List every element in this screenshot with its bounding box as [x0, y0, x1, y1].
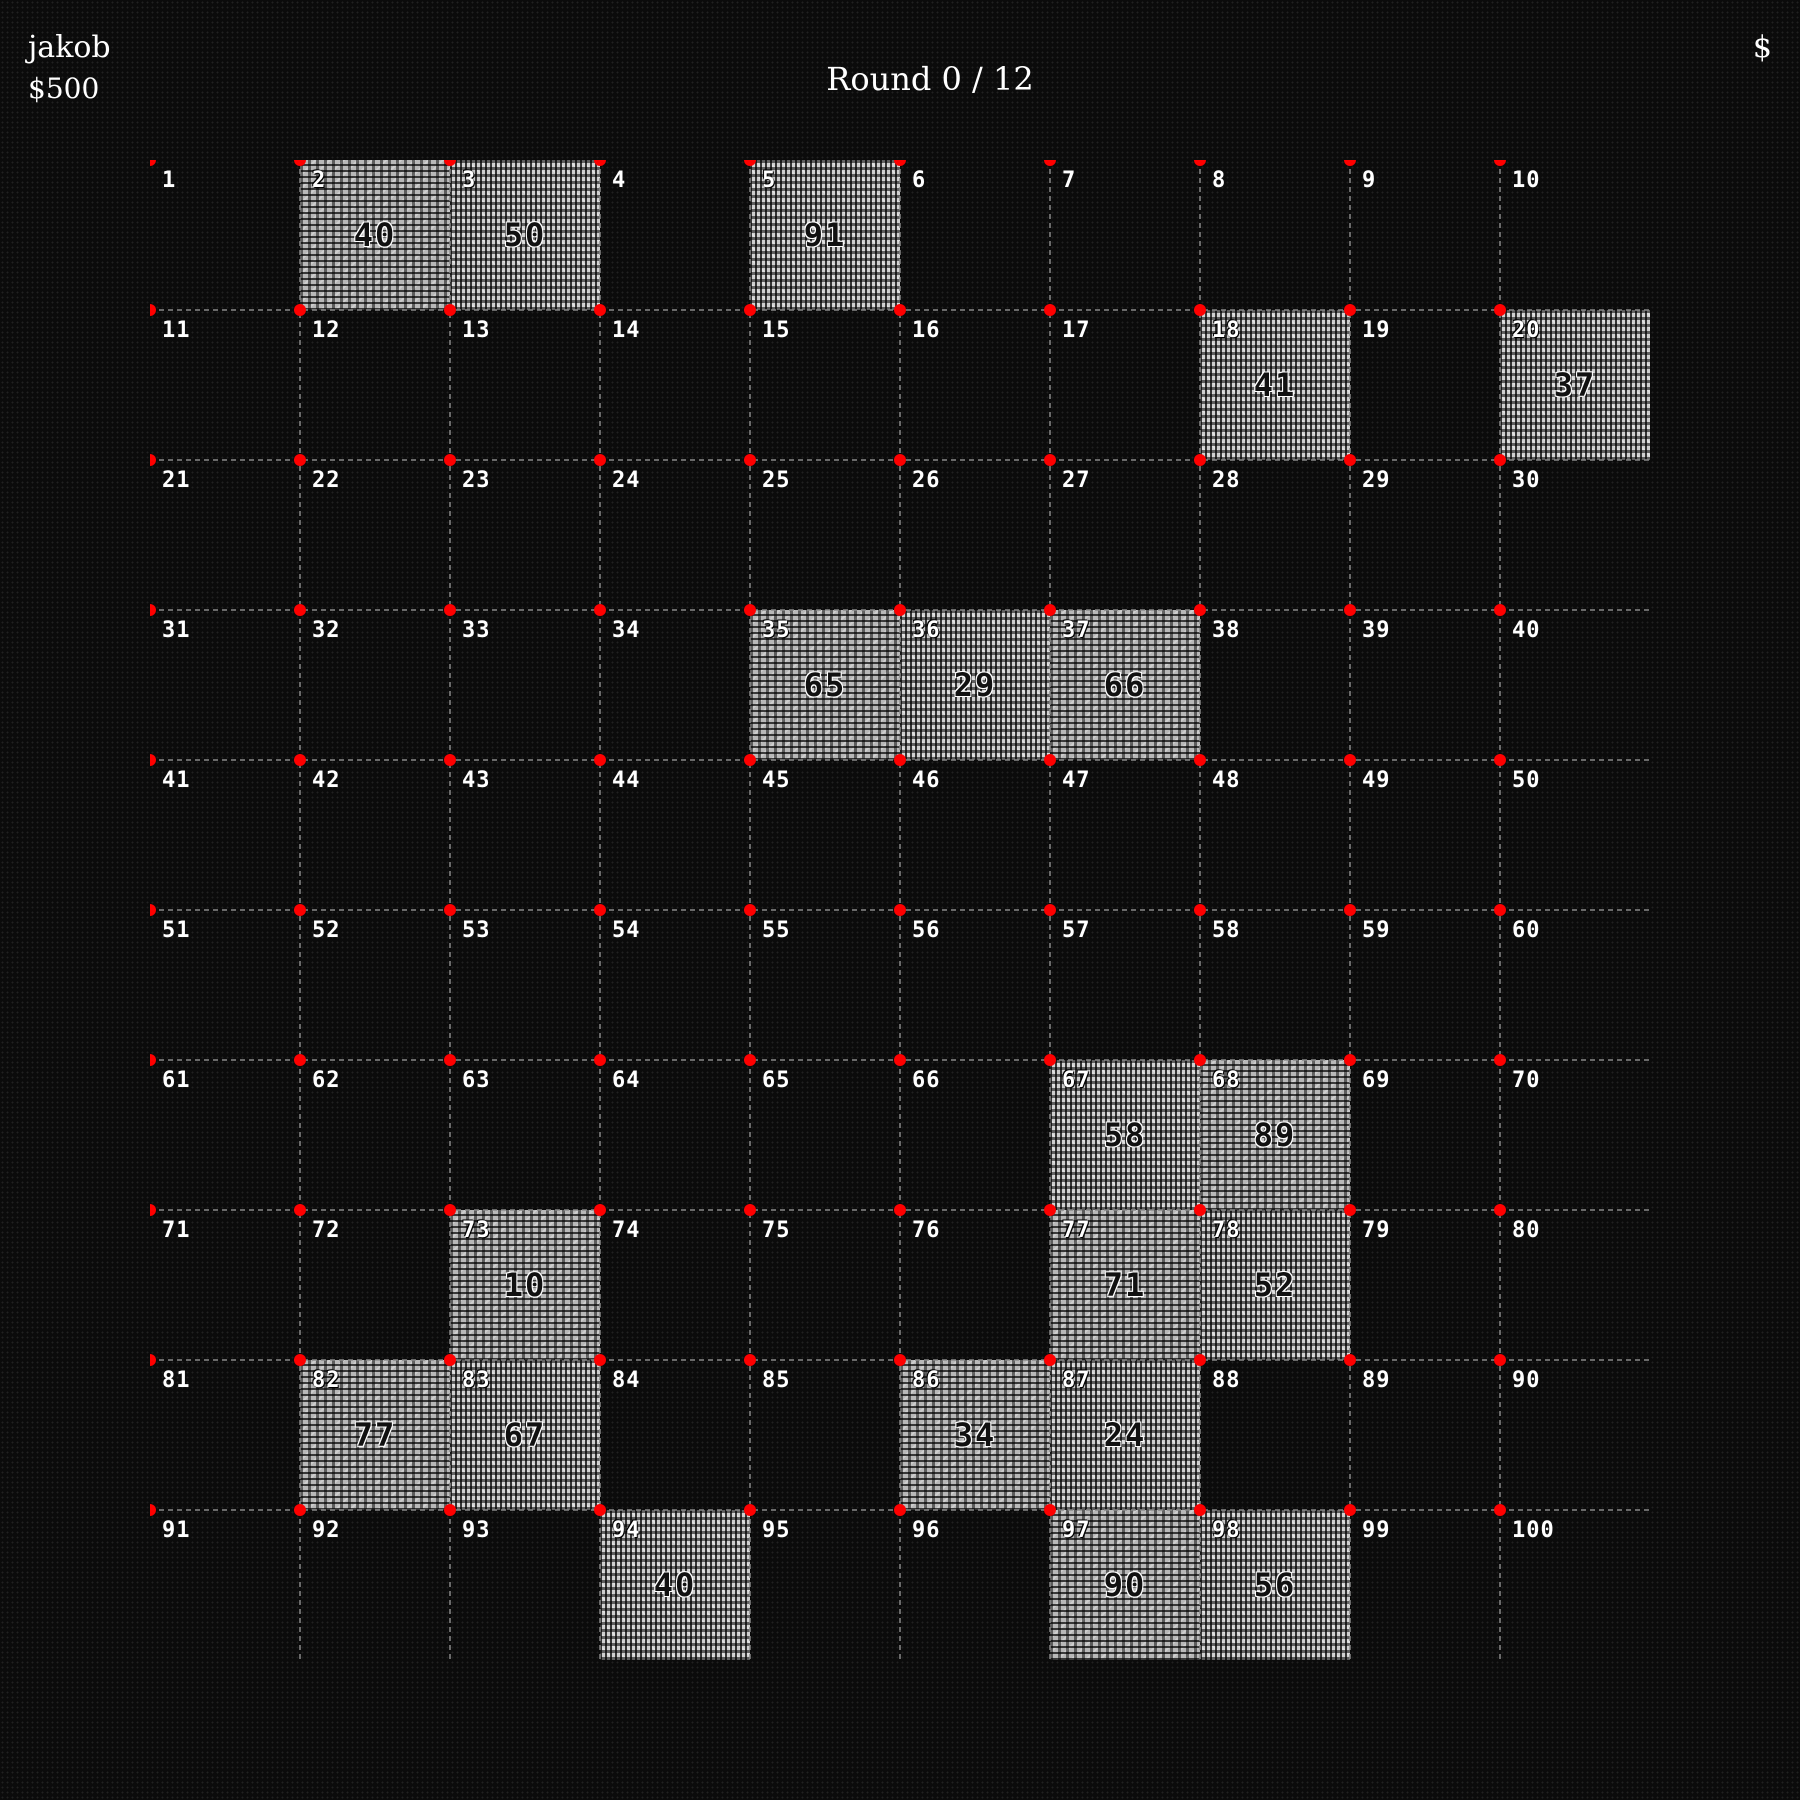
board-cell-31[interactable] [150, 610, 300, 760]
board-cell-98[interactable] [1200, 1510, 1350, 1660]
board-cell-100[interactable] [1500, 1510, 1650, 1660]
board-cell-29[interactable] [1350, 460, 1500, 610]
cell-number: 100 [1512, 1518, 1555, 1543]
board-cell-6[interactable] [900, 160, 1050, 310]
board-cell-53[interactable] [450, 910, 600, 1060]
board-cell-25[interactable] [750, 460, 900, 610]
cell-number: 14 [612, 318, 641, 343]
board-cell-79[interactable] [1350, 1210, 1500, 1360]
board-cell-5[interactable] [750, 160, 900, 310]
cell-value: 90 [1103, 1566, 1147, 1604]
board-cell-7[interactable] [1050, 160, 1200, 310]
board-cell-73[interactable] [450, 1210, 600, 1360]
board-cell-87[interactable] [1050, 1360, 1200, 1510]
board-cell-14[interactable] [600, 310, 750, 460]
cell-value: 40 [353, 216, 397, 254]
cell-number: 19 [1362, 318, 1391, 343]
cell-number: 2 [312, 168, 327, 193]
board-cell-77[interactable] [1050, 1210, 1200, 1360]
board-cell-18[interactable] [1200, 310, 1350, 460]
cell-number: 87 [1062, 1368, 1091, 1393]
cell-number: 93 [462, 1518, 491, 1543]
cell-value: 40 [653, 1566, 697, 1604]
board-cell-81[interactable] [150, 1360, 300, 1510]
board-cell-52[interactable] [300, 910, 450, 1060]
board-cell-80[interactable] [1500, 1210, 1650, 1360]
cell-number: 85 [762, 1368, 791, 1393]
cell-value: 37 [1553, 366, 1597, 404]
cell-number: 23 [462, 468, 491, 493]
board-cell-49[interactable] [1350, 760, 1500, 910]
cell-number: 9 [1362, 168, 1377, 193]
board-cell-47[interactable] [1050, 760, 1200, 910]
board-cell-32[interactable] [300, 610, 450, 760]
cell-number: 86 [912, 1368, 941, 1393]
board-cell-42[interactable] [300, 760, 450, 910]
board-cell-60[interactable] [1500, 910, 1650, 1060]
board-cell-84[interactable] [600, 1360, 750, 1510]
player-name: jakob [28, 30, 111, 65]
cell-number: 97 [1062, 1518, 1091, 1543]
cell-number: 78 [1212, 1218, 1241, 1243]
cell-number: 75 [762, 1218, 791, 1243]
cell-number: 41 [162, 768, 191, 793]
board-cell-72[interactable] [300, 1210, 450, 1360]
cell-number: 27 [1062, 468, 1091, 493]
cell-number: 66 [912, 1068, 941, 1093]
cell-value: 77 [353, 1416, 397, 1454]
cell-number: 1 [162, 168, 177, 193]
cell-number: 43 [462, 768, 491, 793]
cell-number: 99 [1362, 1518, 1391, 1543]
board-cell-41[interactable] [150, 760, 300, 910]
board-cell-16[interactable] [900, 310, 1050, 460]
cell-value: 58 [1103, 1116, 1147, 1154]
cell-value: 89 [1253, 1116, 1297, 1154]
cell-number: 4 [612, 168, 627, 193]
board-cell-71[interactable] [150, 1210, 300, 1360]
cell-value: 52 [1253, 1266, 1297, 1304]
board-cell-92[interactable] [300, 1510, 450, 1660]
board-cell-12[interactable] [300, 310, 450, 460]
cell-number: 33 [462, 618, 491, 643]
player-money: $500 [28, 72, 100, 105]
cell-number: 44 [612, 768, 641, 793]
board-cell-61[interactable] [150, 1060, 300, 1210]
cell-number: 6 [912, 168, 927, 193]
cell-number: 79 [1362, 1218, 1391, 1243]
board-cell-45[interactable] [750, 760, 900, 910]
currency-button[interactable]: $ [1752, 30, 1772, 65]
board-cell-63[interactable] [450, 1060, 600, 1210]
cell-number: 51 [162, 918, 191, 943]
board-cell-65[interactable] [750, 1060, 900, 1210]
board-cell-95[interactable] [750, 1510, 900, 1660]
cell-number: 39 [1362, 618, 1391, 643]
cell-number: 67 [1062, 1068, 1091, 1093]
cell-number: 32 [312, 618, 341, 643]
cell-number: 20 [1512, 318, 1541, 343]
cell-number: 36 [912, 618, 941, 643]
cell-number: 88 [1212, 1368, 1241, 1393]
cell-number: 73 [462, 1218, 491, 1243]
board-cell-62[interactable] [300, 1060, 450, 1210]
board-cell-35[interactable] [750, 610, 900, 760]
board-cell-64[interactable] [600, 1060, 750, 1210]
cell-number: 24 [612, 468, 641, 493]
board-cell-46[interactable] [900, 760, 1050, 910]
board-cell-22[interactable] [300, 460, 450, 610]
board-cell-44[interactable] [600, 760, 750, 910]
cell-number: 52 [312, 918, 341, 943]
cell-number: 91 [162, 1518, 191, 1543]
cell-number: 15 [762, 318, 791, 343]
board-cell-68[interactable] [1200, 1060, 1350, 1210]
round-indicator: Round 0 / 12 [826, 60, 1034, 98]
board-cell-51[interactable] [150, 910, 300, 1060]
cell-number: 13 [462, 318, 491, 343]
cell-number: 58 [1212, 918, 1241, 943]
cell-number: 92 [312, 1518, 341, 1543]
cell-number: 26 [912, 468, 941, 493]
board-cell-86[interactable] [900, 1360, 1050, 1510]
cell-number: 42 [312, 768, 341, 793]
board-cell-11[interactable] [150, 310, 300, 460]
board-cell-56[interactable] [900, 910, 1050, 1060]
cell-number: 53 [462, 918, 491, 943]
board-cell-50[interactable] [1500, 760, 1650, 910]
board-cell-82[interactable] [300, 1360, 450, 1510]
board-cell-54[interactable] [600, 910, 750, 1060]
cell-number: 70 [1512, 1068, 1541, 1093]
cell-number: 18 [1212, 318, 1241, 343]
cell-number: 46 [912, 768, 941, 793]
board-cell-91[interactable] [150, 1510, 300, 1660]
cell-number: 48 [1212, 768, 1241, 793]
cell-number: 82 [312, 1368, 341, 1393]
cell-number: 3 [462, 168, 477, 193]
board-cell-8[interactable] [1200, 160, 1350, 310]
cell-number: 10 [1512, 168, 1541, 193]
cell-number: 59 [1362, 918, 1391, 943]
board-cell-75[interactable] [750, 1210, 900, 1360]
board-cell-3[interactable] [450, 160, 600, 310]
board-cell-74[interactable] [600, 1210, 750, 1360]
board-cell-78[interactable] [1200, 1210, 1350, 1360]
board-cell-58[interactable] [1200, 910, 1350, 1060]
board-cell-96[interactable] [900, 1510, 1050, 1660]
cell-value: 29 [953, 666, 997, 704]
cell-number: 5 [762, 168, 777, 193]
board-cell-24[interactable] [600, 460, 750, 610]
cell-number: 65 [762, 1068, 791, 1093]
cell-number: 28 [1212, 468, 1241, 493]
cell-number: 11 [162, 318, 191, 343]
board-cell-88[interactable] [1200, 1360, 1350, 1510]
board-cell-2[interactable] [300, 160, 450, 310]
board-cell-34[interactable] [600, 610, 750, 760]
cell-value: 71 [1103, 1266, 1147, 1304]
board-cell-28[interactable] [1200, 460, 1350, 610]
cell-number: 37 [1062, 618, 1091, 643]
cell-number: 17 [1062, 318, 1091, 343]
cell-number: 94 [612, 1518, 641, 1543]
board-cell-17[interactable] [1050, 310, 1200, 460]
board-cell-48[interactable] [1200, 760, 1350, 910]
cell-number: 62 [312, 1068, 341, 1093]
board-cell-66[interactable] [900, 1060, 1050, 1210]
cell-number: 84 [612, 1368, 641, 1393]
cell-number: 57 [1062, 918, 1091, 943]
cell-number: 90 [1512, 1368, 1541, 1393]
cell-value: 65 [803, 666, 847, 704]
cell-number: 49 [1362, 768, 1391, 793]
board-cell-90[interactable] [1500, 1360, 1650, 1510]
cell-value: 34 [953, 1416, 997, 1454]
cell-number: 69 [1362, 1068, 1391, 1093]
board-cell-33[interactable] [450, 610, 600, 760]
cell-number: 64 [612, 1068, 641, 1093]
cell-number: 83 [462, 1368, 491, 1393]
board-cell-9[interactable] [1350, 160, 1500, 310]
board-cell-69[interactable] [1350, 1060, 1500, 1210]
board-cell-26[interactable] [900, 460, 1050, 610]
game-board [150, 160, 1650, 1660]
cell-number: 89 [1362, 1368, 1391, 1393]
cell-value: 10 [503, 1266, 547, 1304]
board-cell-23[interactable] [450, 460, 600, 610]
board-cell-67[interactable] [1050, 1060, 1200, 1210]
cell-number: 98 [1212, 1518, 1241, 1543]
cell-number: 16 [912, 318, 941, 343]
board-cell-13[interactable] [450, 310, 600, 460]
board-cell-94[interactable] [600, 1510, 750, 1660]
cell-value: 41 [1253, 366, 1297, 404]
cell-number: 68 [1212, 1068, 1241, 1093]
board-cell-97[interactable] [1050, 1510, 1200, 1660]
cell-value: 91 [803, 216, 847, 254]
cell-number: 95 [762, 1518, 791, 1543]
board-cell-89[interactable] [1350, 1360, 1500, 1510]
board-cell-40[interactable] [1500, 610, 1650, 760]
cell-number: 25 [762, 468, 791, 493]
board-cell-99[interactable] [1350, 1510, 1500, 1660]
cell-number: 31 [162, 618, 191, 643]
board-cell-38[interactable] [1200, 610, 1350, 760]
board-cell-83[interactable] [450, 1360, 600, 1510]
cell-number: 45 [762, 768, 791, 793]
cell-number: 80 [1512, 1218, 1541, 1243]
cell-number: 21 [162, 468, 191, 493]
cell-number: 7 [1062, 168, 1077, 193]
board-cell-36[interactable] [900, 610, 1050, 760]
cell-number: 40 [1512, 618, 1541, 643]
cell-number: 34 [612, 618, 641, 643]
board-cell-37[interactable] [1050, 610, 1200, 760]
board-cell-1[interactable] [150, 160, 300, 310]
cell-number: 72 [312, 1218, 341, 1243]
board-cell-70[interactable] [1500, 1060, 1650, 1210]
cell-number: 81 [162, 1368, 191, 1393]
cell-number: 54 [612, 918, 641, 943]
cell-value: 66 [1103, 666, 1147, 704]
cell-number: 35 [762, 618, 791, 643]
cell-number: 96 [912, 1518, 941, 1543]
board-cell-10[interactable] [1500, 160, 1650, 310]
board-cell-19[interactable] [1350, 310, 1500, 460]
cell-number: 55 [762, 918, 791, 943]
board-cell-30[interactable] [1500, 460, 1650, 610]
cell-value: 67 [503, 1416, 547, 1454]
board-cell-43[interactable] [450, 760, 600, 910]
board-cell-27[interactable] [1050, 460, 1200, 610]
cell-number: 60 [1512, 918, 1541, 943]
board-cell-21[interactable] [150, 460, 300, 610]
board-cell-15[interactable] [750, 310, 900, 460]
board-cell-4[interactable] [600, 160, 750, 310]
cell-number: 29 [1362, 468, 1391, 493]
cell-number: 12 [312, 318, 341, 343]
cell-number: 61 [162, 1068, 191, 1093]
board-cell-93[interactable] [450, 1510, 600, 1660]
cell-number: 74 [612, 1218, 641, 1243]
cell-value: 50 [503, 216, 547, 254]
board-cell-76[interactable] [900, 1210, 1050, 1360]
cell-number: 56 [912, 918, 941, 943]
cell-number: 38 [1212, 618, 1241, 643]
board-cell-85[interactable] [750, 1360, 900, 1510]
cell-number: 30 [1512, 468, 1541, 493]
cell-number: 71 [162, 1218, 191, 1243]
board-cell-20[interactable] [1500, 310, 1650, 460]
cell-number: 76 [912, 1218, 941, 1243]
cell-number: 22 [312, 468, 341, 493]
board-cell-59[interactable] [1350, 910, 1500, 1060]
cell-value: 56 [1253, 1566, 1297, 1604]
cell-number: 47 [1062, 768, 1091, 793]
cell-value: 24 [1103, 1416, 1147, 1454]
board-cell-57[interactable] [1050, 910, 1200, 1060]
cell-number: 8 [1212, 168, 1227, 193]
cell-number: 77 [1062, 1218, 1091, 1243]
cell-number: 50 [1512, 768, 1541, 793]
board-cell-39[interactable] [1350, 610, 1500, 760]
cell-number: 63 [462, 1068, 491, 1093]
board-cell-55[interactable] [750, 910, 900, 1060]
